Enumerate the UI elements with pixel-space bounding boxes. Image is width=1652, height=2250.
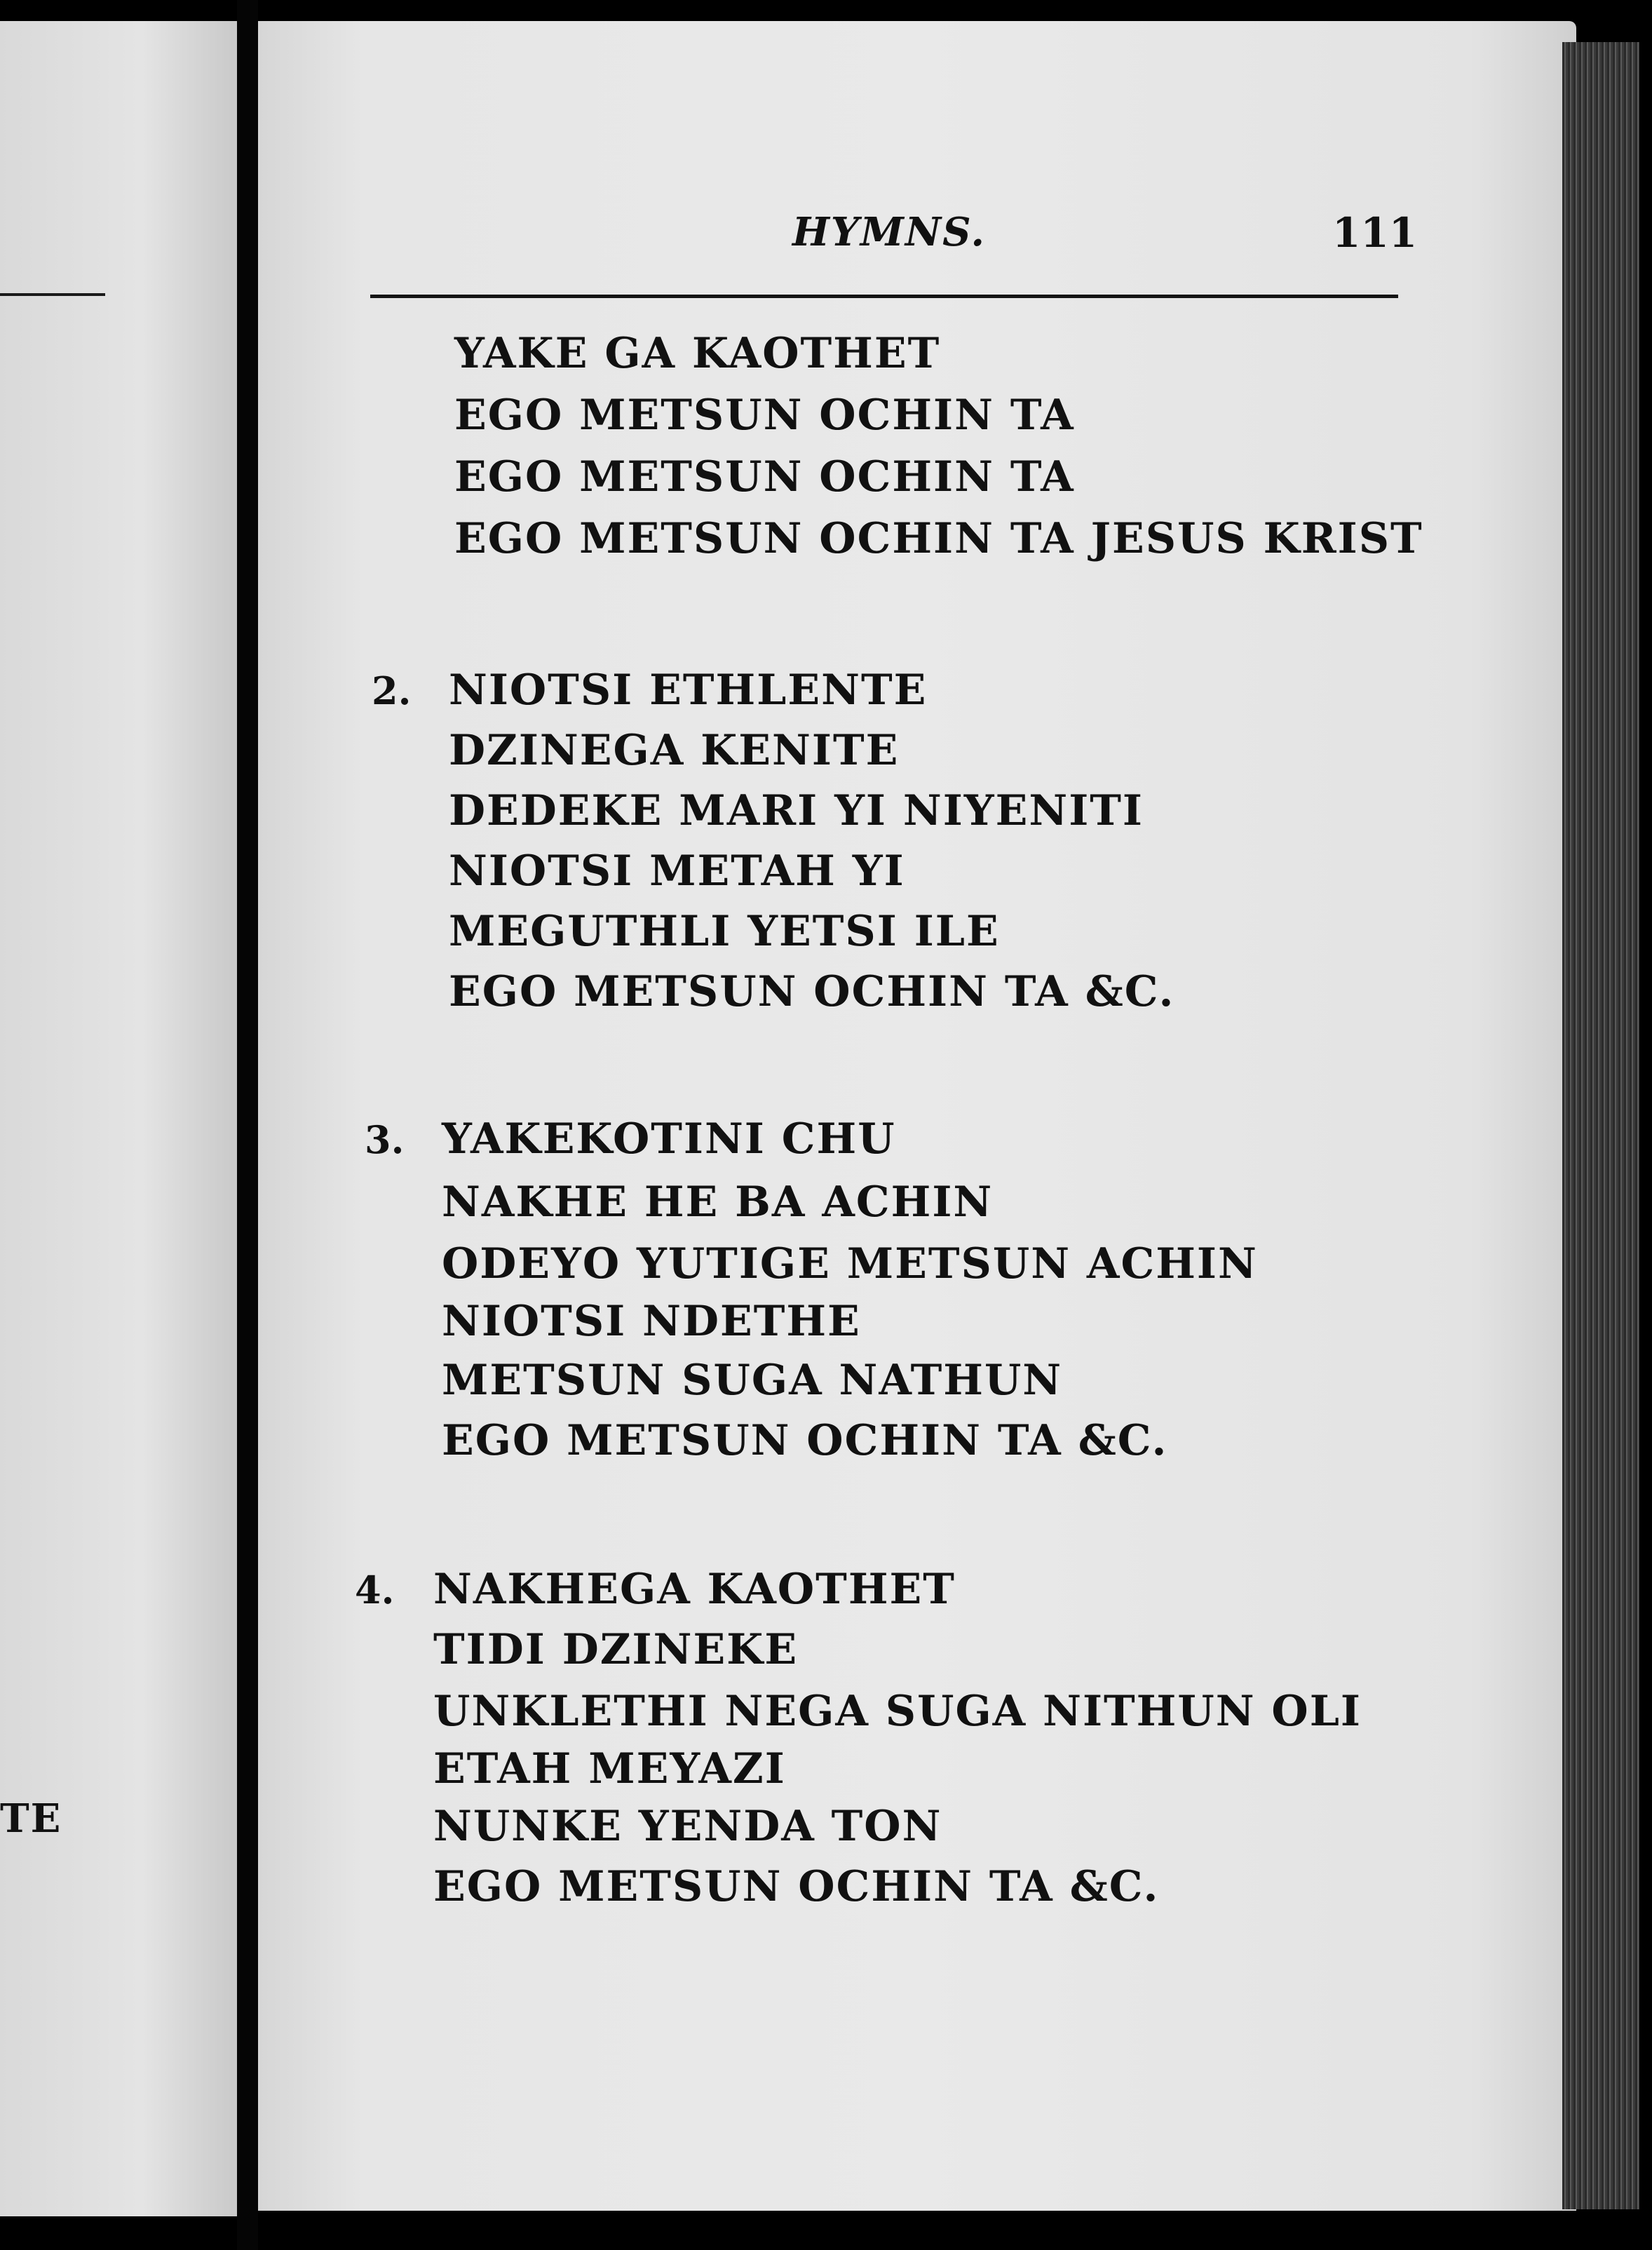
hymn-line: DEDEKE MARI YI NIYENITI	[449, 786, 1144, 835]
hymn-line: NUNKE YENDA TON	[433, 1802, 942, 1851]
left-page-text-fragment: TE	[0, 1796, 62, 1842]
left-facing-page	[0, 21, 237, 2216]
hymn-line: ODEYO YUTIGE METSUN ACHIN	[442, 1239, 1258, 1288]
hymn-line: DZINEGA KENITE	[449, 726, 900, 775]
hymn-line: NAKHEGA KAOTHET	[433, 1565, 956, 1614]
verse-number: 2.	[372, 668, 412, 713]
verse-number: 3.	[365, 1117, 405, 1162]
hymn-line: METSUN SUGA NATHUN	[442, 1356, 1063, 1405]
page-edges	[1562, 42, 1639, 2209]
running-head: HYMNS.	[792, 209, 987, 255]
hymn-line: EGO METSUN OCHIN TA &C.	[433, 1862, 1160, 1911]
left-page-rule	[0, 293, 105, 296]
hymn-line: TIDI DZINEKE	[433, 1625, 799, 1674]
hymn-line: YAKE GA KAOTHET	[454, 329, 941, 378]
hymn-line: NAKHE HE BA ACHIN	[442, 1178, 994, 1227]
hymn-line: MEGUTHLI YETSI ILE	[449, 907, 1000, 956]
hymn-line: EGO METSUN OCHIN TA JESUS KRIST	[454, 514, 1423, 563]
hymn-line: EGO METSUN OCHIN TA &C.	[449, 967, 1175, 1016]
page-number: 111	[1332, 209, 1418, 257]
verse-number: 4.	[355, 1568, 395, 1612]
hymn-line: YAKEKOTINI CHU	[442, 1114, 896, 1164]
hymn-line: EGO METSUN OCHIN TA	[454, 391, 1075, 440]
header-rule	[370, 295, 1398, 298]
hymn-line: UNKLETHI NEGA SUGA NITHUN OLI	[433, 1687, 1362, 1736]
hymn-line: EGO METSUN OCHIN TA &C.	[442, 1416, 1168, 1465]
hymn-line: EGO METSUN OCHIN TA	[454, 452, 1075, 501]
hymn-line: NIOTSI NDETHE	[442, 1297, 861, 1346]
hymn-line: NIOTSI METAH YI	[449, 847, 905, 896]
hymn-line: NIOTSI ETHLENTE	[449, 666, 928, 715]
book-gutter	[237, 0, 258, 2250]
hymn-line: ETAH MEYAZI	[433, 1744, 786, 1793]
